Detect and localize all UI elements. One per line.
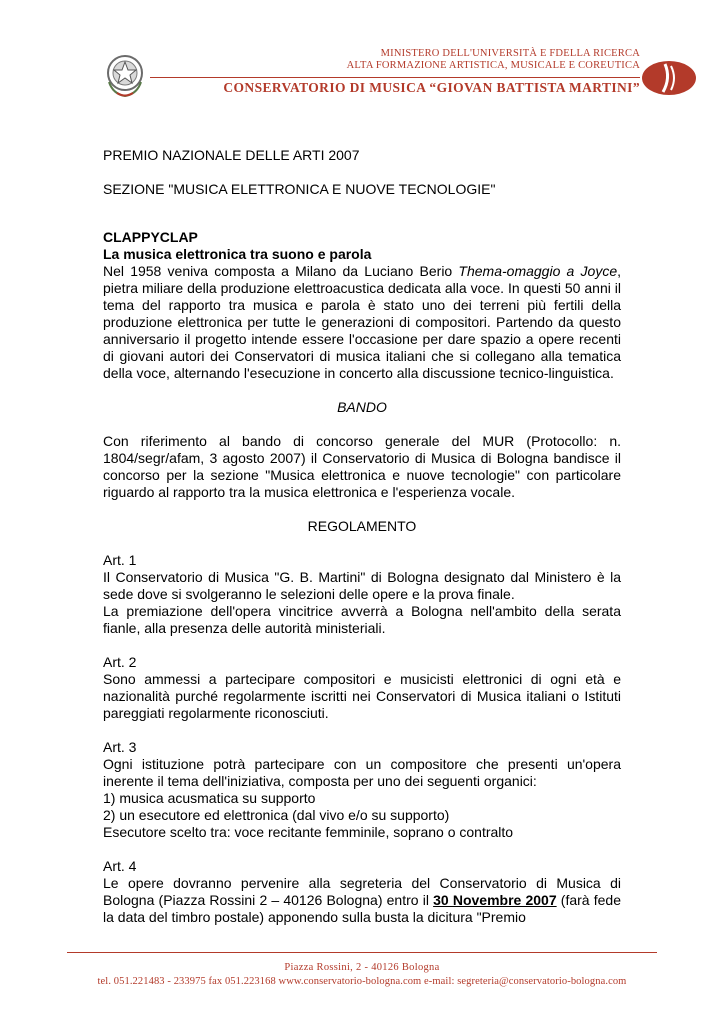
intro-work-title: Thema-omaggio a Joyce (458, 263, 618, 279)
project-name: CLAPPYCLAP (103, 229, 198, 245)
article-1-paragraph-1: Il Conservatorio di Musica "G. B. Martini" di Bologna designato dal Ministero è la sede dove si svolgeranno le selezioni delle opere e la prova finale. (103, 569, 621, 602)
intro-text-a: Nel 1958 veniva composta a Milano da Luciano Berio (103, 263, 459, 279)
intro-paragraph (103, 263, 621, 382)
footer-divider (67, 952, 657, 953)
article-4-title: Art. 4 (103, 858, 137, 874)
intro-text-b: , pietra miliare della produzione elettroacustica dedicata alla voce. In questi 50 anni il tema del rapporto tra musica e parola è stato uno dei terreni più fertili della produzione elettronica per tutte le generazioni di compositori. Partendo da questo anniversario il progetto intende essere l'occasione per dare spazio a opere recenti di giovani autori dei Conservatori di musica italiani che si collegano alla tematica della voce, alternando l'esecuzione in concerto alla discussione tecnico-linguistica. (103, 263, 622, 381)
project-subtitle: La musica elettronica tra suono e parola (103, 246, 372, 262)
deadline-date: 30 Novembre 2007 (433, 892, 557, 908)
ministry-department: ALTA FORMAZIONE ARTISTICA, MUSICALE E COREUTICA (346, 60, 640, 71)
conservatory-logo-icon (641, 60, 697, 96)
article-1-title: Art. 1 (103, 552, 137, 568)
section-title: SEZIONE "MUSICA ELETTRONICA E NUOVE TECNOLOGIE" (103, 181, 496, 197)
article-1-paragraph-2: La premiazione dell'opera vincitrice avverrà a Bologna nell'ambito della serata fianle, alla presenza delle autorità ministeriali. (103, 603, 621, 636)
article-3-item-1: 1) musica acusmatica su supporto (103, 790, 316, 806)
article-3-item-2: 2) un esecutore ed elettronica (dal vivo e/o su supporto) (103, 807, 450, 823)
document-title: PREMIO NAZIONALE DELLE ARTI 2007 (103, 147, 360, 163)
article-3-paragraph: Ogni istituzione potrà partecipare con un compositore che presenti un'opera inerente il tema dell'iniziativa, composta per uno dei seguenti organici: (103, 756, 621, 789)
bando-paragraph: Con riferimento al bando di concorso generale del MUR (Protocollo: n. 1804/segr/afam, 3 agosto 2007) il Conservatorio di Musica di Bologna bandisce il concorso per la sezione "Musica elettronica e nuove tecnologie" con particolare riguardo al rapporto tra la musica elettronica e l'esperienza vocale. (103, 433, 621, 500)
article-4-text-a: Le opere dovranno pervenire alla segreteria del Conservatorio di Musica di Bologna (Piazza Rossini 2 – 40126 Bologna) entro il (103, 875, 621, 908)
ministry-name: MINISTERO DELL'UNIVERSITÀ E FDELLA RICERCA (380, 48, 640, 59)
article-2-title: Art. 2 (103, 654, 137, 670)
article-4-paragraph (103, 875, 621, 926)
footer-address: Piazza Rossini, 2 - 40126 Bologna (284, 962, 440, 973)
header-divider (150, 77, 640, 78)
document-body (103, 147, 621, 926)
regolamento-heading: REGOLAMENTO (307, 518, 417, 534)
article-3-title: Art. 3 (103, 739, 137, 755)
article-2-paragraph: Sono ammessi a partecipare compositori e musicisti elettronici di ogni età e nazionalità purché regolarmente iscritti nei Conservatori di Musica italiani o Istituti pareggiati regolarmente riconosciuti. (103, 671, 621, 721)
footer-contact: tel. 051.221483 - 233975 fax 051.223168 www.conservatorio-bologna.com e-mail: segreteria@conservatorio-bologna.com (97, 976, 627, 987)
article-3-item-3: Esecutore scelto tra: voce recitante femminile, soprano o contralto (103, 824, 514, 840)
conservatory-name: CONSERVATORIO DI MUSICA “GIOVAN BATTISTA MARTINI” (223, 80, 640, 95)
ministry-header (347, 48, 640, 72)
bando-heading: BANDO (337, 399, 387, 415)
article-4-text-b: (farà fede la data del timbro postale) apponendo sulla busta la dicitura "Premio (103, 892, 621, 925)
italian-republic-emblem-icon (103, 52, 147, 98)
